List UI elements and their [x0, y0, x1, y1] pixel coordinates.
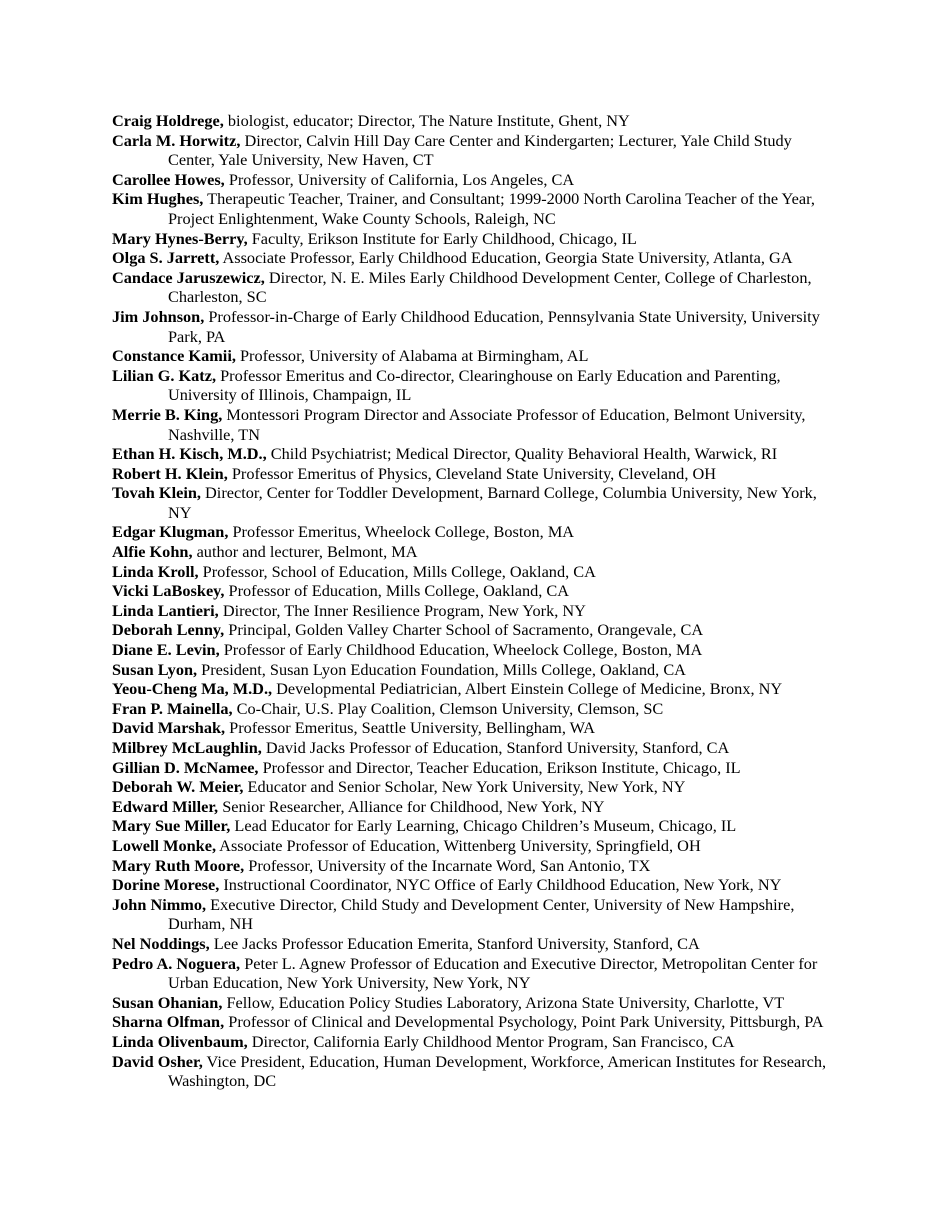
list-entry [112, 444, 837, 464]
entry-name: Kim Hughes, [112, 189, 204, 209]
entry-description: Faculty, Erikson Institute for Early Childhood, Chicago, IL [247, 228, 637, 248]
list-entry [112, 307, 837, 346]
list-entry [112, 464, 837, 484]
entry-description: biologist, educator; Director, The Nature Institute, Ghent, NY [223, 111, 630, 130]
entry-name: Candace Jaruszewicz, [112, 267, 265, 287]
entry-description: President, Susan Lyon Education Foundation, Mills College, Oakland, CA [197, 659, 686, 679]
entry-name: Carollee Howes, [112, 169, 225, 189]
list-entry [112, 1032, 837, 1052]
entry-description: Professor and Director, Teacher Education, Erikson Institute, Chicago, IL [258, 757, 741, 777]
entry-description: author and lecturer, Belmont, MA [192, 542, 418, 562]
list-entry [112, 738, 837, 758]
list-entry [112, 993, 837, 1013]
entry-name: Jim Johnson, [112, 306, 205, 326]
list-entry [112, 483, 837, 522]
entry-description: Professor, University of Alabama at Birmingham, AL [235, 346, 589, 366]
entry-name: Constance Kamii, [112, 346, 236, 366]
entry-description: Professor Emeritus of Physics, Cleveland State University, Cleveland, OH [227, 463, 716, 483]
list-entry [112, 581, 837, 601]
list-entry [112, 562, 837, 582]
list-entry [112, 816, 837, 836]
list-entry [112, 405, 837, 444]
entry-name: Gillian D. McNamee, [112, 757, 259, 777]
list-entry [112, 601, 837, 621]
list-entry [112, 797, 837, 817]
entry-description: Associate Professor of Education, Wittenberg University, Springfield, OH [216, 835, 701, 855]
entry-description: Therapeutic Teacher, Trainer, and Consultant; 1999-2000 North Carolina Teacher of the Year, Project Enlightenment, Wake County Schools, Raleigh, NC [168, 189, 815, 228]
list-entry [112, 229, 837, 249]
list-entry [112, 189, 837, 228]
list-entry [112, 346, 837, 366]
entry-name: Deborah W. Meier, [112, 777, 244, 797]
list-entry [112, 131, 837, 170]
entry-description: Professor Emeritus and Co-director, Clearinghouse on Early Education and Parenting, University of Illinois, Champaign, IL [168, 365, 781, 405]
entry-description: Professor-in-Charge of Early Childhood Education, Pennsylvania State University, University Park, PA [168, 306, 820, 346]
entry-description: Professor Emeritus, Wheelock College, Boston, MA [228, 522, 575, 542]
entry-name: Linda Lantieri, [112, 600, 219, 620]
entry-name: David Osher, [112, 1051, 203, 1071]
entry-name: Linda Kroll, [112, 561, 199, 581]
entry-name: Mary Ruth Moore, [112, 855, 245, 875]
entry-description: Principal, Golden Valley Charter School of Sacramento, Orangevale, CA [224, 620, 704, 640]
entry-name: Mary Sue Miller, [112, 816, 231, 836]
entry-description: Professor, School of Education, Mills College, Oakland, CA [198, 561, 596, 581]
entry-name: Carla M. Horwitz, [112, 130, 241, 150]
list-entry [112, 660, 837, 680]
entry-name: Milbrey McLaughlin, [112, 738, 262, 757]
list-entry [112, 522, 837, 542]
list-entry [112, 170, 837, 190]
entry-name: Pedro A. Noguera, [112, 953, 241, 973]
entry-description: Co-Chair, U.S. Play Coalition, Clemson University, Clemson, SC [232, 698, 664, 718]
entry-name: Craig Holdrege, [112, 111, 224, 130]
entry-description: Child Psychiatrist; Medical Director, Quality Behavioral Health, Warwick, RI [266, 444, 778, 464]
entry-name: Fran P. Mainella, [112, 698, 233, 718]
entry-description: Vice President, Education, Human Development, Workforce, American Institutes for Research, Washington, DC [168, 1051, 827, 1091]
list-entry [112, 366, 837, 405]
entry-name: Olga S. Jarrett, [112, 248, 220, 268]
entry-name: Lowell Monke, [112, 835, 217, 855]
entry-name: David Marshak, [112, 718, 226, 738]
entry-name: Sharna Olfman, [112, 1012, 225, 1032]
entry-name: Mary Hynes-Berry, [112, 228, 248, 248]
entry-description: Peter L. Agnew Professor of Education and Executive Director, Metropolitan Center for Urban Education, New York University, New York, NY [168, 953, 818, 993]
entry-name: Linda Olivenbaum, [112, 1031, 248, 1051]
entry-name: Susan Ohanian, [112, 992, 223, 1012]
list-entry [112, 1012, 837, 1032]
entry-description: Director, Center for Toddler Development, Barnard College, Columbia University, New York, NY [168, 483, 817, 522]
entry-name: Yeou-Cheng Ma, M.D., [112, 679, 273, 699]
list-entry [112, 758, 837, 778]
entry-name: Merrie B. King, [112, 404, 223, 424]
entry-name: Alfie Kohn, [112, 542, 193, 562]
list-entry [112, 777, 837, 797]
entry-description: Director, N. E. Miles Early Childhood Development Center, College of Charleston, Charleston, SC [168, 267, 812, 307]
entry-name: Dorine Morese, [112, 875, 220, 895]
list-entry [112, 934, 837, 954]
list-entry [112, 268, 837, 307]
entry-description: Educator and Senior Scholar, New York University, New York, NY [243, 777, 686, 797]
list-entry [112, 640, 837, 660]
entry-description: Lee Jacks Professor Education Emerita, Stanford University, Stanford, CA [209, 933, 700, 953]
list-entry [112, 542, 837, 562]
entry-description: Associate Professor, Early Childhood Education, Georgia State University, Atlanta, GA [219, 248, 793, 268]
entry-name: Ethan H. Kisch, M.D., [112, 444, 267, 464]
list-entry [112, 856, 837, 876]
list-entry [112, 1052, 837, 1091]
entry-description: Professor Emeritus, Seattle University, Bellingham, WA [225, 718, 595, 738]
list-entry [112, 620, 837, 640]
list-entry [112, 875, 837, 895]
entry-name: Tovah Klein, [112, 483, 201, 503]
entry-description: Instructional Coordinator, NYC Office of Early Childhood Education, New York, NY [219, 875, 782, 895]
entry-description: Director, Calvin Hill Day Care Center and Kindergarten; Lecturer, Yale Child Study Center, Yale University, New Haven, CT [168, 130, 792, 170]
entry-description: Developmental Pediatrician, Albert Einstein College of Medicine, Bronx, NY [272, 679, 783, 699]
entry-description: Executive Director, Child Study and Development Center, University of New Hampshire, Durham, NH [168, 894, 795, 934]
entry-description: Senior Researcher, Alliance for Childhood, New York, NY [218, 796, 605, 816]
entry-name: Edward Miller, [112, 796, 219, 816]
list-entry [112, 895, 837, 934]
entry-name: Deborah Lenny, [112, 620, 225, 640]
entry-name: Robert H. Klein, [112, 463, 228, 483]
list-entry [112, 248, 837, 268]
list-entry [112, 836, 837, 856]
entry-description: Professor, University of California, Los Angeles, CA [224, 169, 575, 189]
entry-description: David Jacks Professor of Education, Stanford University, Stanford, CA [261, 738, 730, 757]
entry-description: Professor of Early Childhood Education, Wheelock College, Boston, MA [219, 640, 703, 660]
entry-description: Montessori Program Director and Associate Professor of Education, Belmont University, Nashville, TN [168, 404, 806, 444]
entry-name: Nel Noddings, [112, 933, 210, 953]
list-entry [112, 718, 837, 738]
entry-name: Diane E. Levin, [112, 640, 220, 660]
list-entry [112, 679, 837, 699]
entry-description: Lead Educator for Early Learning, Chicago Children’s Museum, Chicago, IL [230, 816, 737, 836]
entry-name: Edgar Klugman, [112, 522, 229, 542]
entry-description: Fellow, Education Policy Studies Laboratory, Arizona State University, Charlotte, VT [222, 992, 785, 1012]
list-entry [112, 111, 837, 131]
entry-description: Professor, University of the Incarnate Word, San Antonio, TX [244, 855, 651, 875]
entry-name: Vicki LaBoskey, [112, 581, 225, 601]
entry-name: Susan Lyon, [112, 659, 198, 679]
entry-description: Professor of Clinical and Developmental Psychology, Point Park University, Pittsburgh, PA [224, 1012, 824, 1032]
list-entry [112, 699, 837, 719]
list-entry [112, 954, 837, 993]
entry-name: Lilian G. Katz, [112, 365, 217, 385]
entry-description: Director, The Inner Resilience Program, New York, NY [218, 600, 586, 620]
signatory-list [112, 111, 837, 1091]
entry-name: John Nimmo, [112, 894, 207, 914]
entry-description: Professor of Education, Mills College, Oakland, CA [224, 581, 570, 601]
entry-description: Director, California Early Childhood Mentor Program, San Francisco, CA [247, 1031, 735, 1051]
